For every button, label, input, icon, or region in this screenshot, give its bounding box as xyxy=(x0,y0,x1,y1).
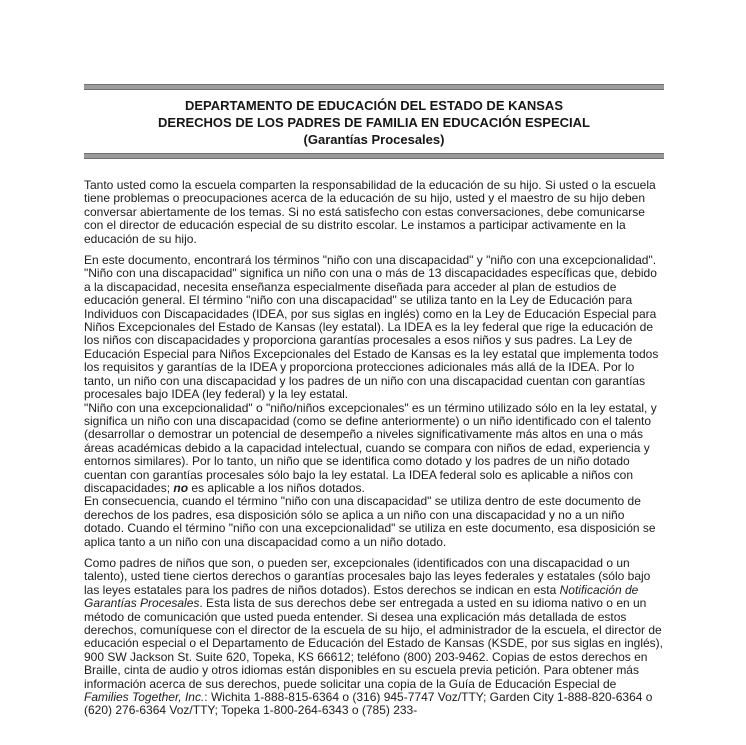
paragraph xyxy=(84,402,664,496)
body-text: : Wichita 1-888-815-6364 o (316) 945-7747 Voz/TTY; Garden City 1-888-820-6364 o (620) 276-6364 Voz/TTY; Topeka 1-800-264-6343 o (785) 233- xyxy=(84,690,653,718)
paragraph-block xyxy=(84,557,664,718)
body-text: Tanto usted como la escuela comparten la responsabilidad de la educación de su hijo. Si usted o la escuela tiene problemas o preocupaciones acerca de la educación de su hijo, usted y el maestro de su hijo deben conversar abiertamente de los temas. Si no está satisfecho con estas conversaciones, debe comunicarse con el director de educación especial de su distrito escolar. Le instamos a participar activamente en la educación de su hijo. xyxy=(84,178,656,246)
body-text: . Esta lista de sus derechos debe ser entregada a usted en su idioma nativo o en un método de comunicación que usted pueda entender. Si desea una explicación más detallada de estos derechos, comuníquese con el director de la escuela de su hijo, el administrador de la escuela, el director de educación especial o el Departamento de Educación del Estado de Kansas (KSDE, por sus siglas en inglés), 900 SW Jackson St. Suite 620, Topeka, KS 66612; teléfono (800) 203-9462. Copias de estos derechos en Braille, cinta de audio y otros idiomas están disponibles en su escuela previa petición. Para obtener más información acerca de sus derechos, puede solicitar una copia de la Guía de Educación Especial de xyxy=(84,596,664,691)
document-title-line-1: DEPARTAMENTO DE EDUCACIÓN DEL ESTADO DE KANSAS xyxy=(185,98,563,113)
document-header xyxy=(84,90,664,153)
body-text: "Niño con una excepcionalidad" o "niño/niños excepcionales" es un término utilizado sólo en la ley estatal, y significa un niño con una discapacidad (como se define anteriormente) o un niño identificado con el talento (desarrollar o demostrar un potencial de desempeño a niveles significativamente más altos en una o más áreas académicas debido a la capacidad intelectual, cuando se compara con niños de edad, experiencia y entornos similares). Por lo tanto, un niño que se identifica como dotado y los padres de un niño dotado cuentan con garantías procesales sólo bajo la ley estatal. La IDEA federal solo es aplicable a niños con discapacidades; xyxy=(84,400,657,495)
emphasized-text: Families Together, Inc. xyxy=(84,690,205,705)
paragraph-block xyxy=(84,179,664,246)
paragraph xyxy=(84,495,664,549)
document-title-line-2: DERECHOS DE LOS PADRES DE FAMILIA EN EDUCACIÓN ESPECIAL xyxy=(158,115,590,130)
paragraph xyxy=(84,254,664,267)
header-rule-bottom xyxy=(84,153,664,159)
document-title-line-3: (Garantías Procesales) xyxy=(303,132,445,147)
document-body xyxy=(84,179,664,718)
paragraph xyxy=(84,267,664,401)
emphasized-text: no xyxy=(173,480,189,495)
body-text: En este documento, encontrará los términos "niño con una discapacidad" y "niño con una excepcionalidad". xyxy=(84,253,657,268)
paragraph-block xyxy=(84,254,664,549)
paragraph xyxy=(84,179,664,246)
body-text: es aplicable a los niños dotados. xyxy=(188,480,365,495)
emphasized-text: Notificación de Garantías Procesales xyxy=(84,582,639,611)
body-text: En consecuencia, cuando el término "niño con una discapacidad" se utiliza dentro de este documento de derechos de los padres, esa disposición sólo se aplica a un niño con una discapacidad y no a un niño dotado. Cuando el término "niño con una excepcionalidad" se utiliza en este documento, esa disposición se aplica tanto a un niño con una discapacidad como a un niño dotado. xyxy=(84,494,656,549)
paragraph xyxy=(84,557,664,718)
body-text: "Niño con una discapacidad" significa un niño con una o más de 13 discapacidades específicas que, debido a la discapacidad, necesita enseñanza especialmente diseñada para acceder al plan de estudios de educación general. El término "niño con una discapacidad" se utiliza tanto en la Ley de Educación para Individuos con Discapacidades (IDEA, por sus siglas en inglés) como en la Ley de Educación Especial para Niños Excepcionales del Estado de Kansas (ley estatal). La IDEA es la ley federal que rige la educación de los niños con discapacidades y proporciona garantías procesales a esos niños y sus padres. La Ley de Educación Especial para Niños Excepcionales del Estado de Kansas es la ley estatal que implementa todos los requisitos y garantías de la IDEA y proporciona protecciones adicionales más allá de la IDEA. Por lo tanto, un niño con una discapacidad y los padres de un niño con una discapacidad cuentan con garantías procesales bajo IDEA (ley federal) y la ley estatal. xyxy=(84,266,659,402)
body-text: Como padres de niños que son, o pueden ser, excepcionales (identificados con una discapacidad o un talento), usted tiene ciertos derechos o garantías procesales bajo las leyes federales y estatales (sólo bajo las leyes estatales para los padres de niños dotados). Estos derechos se indican en esta xyxy=(84,555,651,597)
